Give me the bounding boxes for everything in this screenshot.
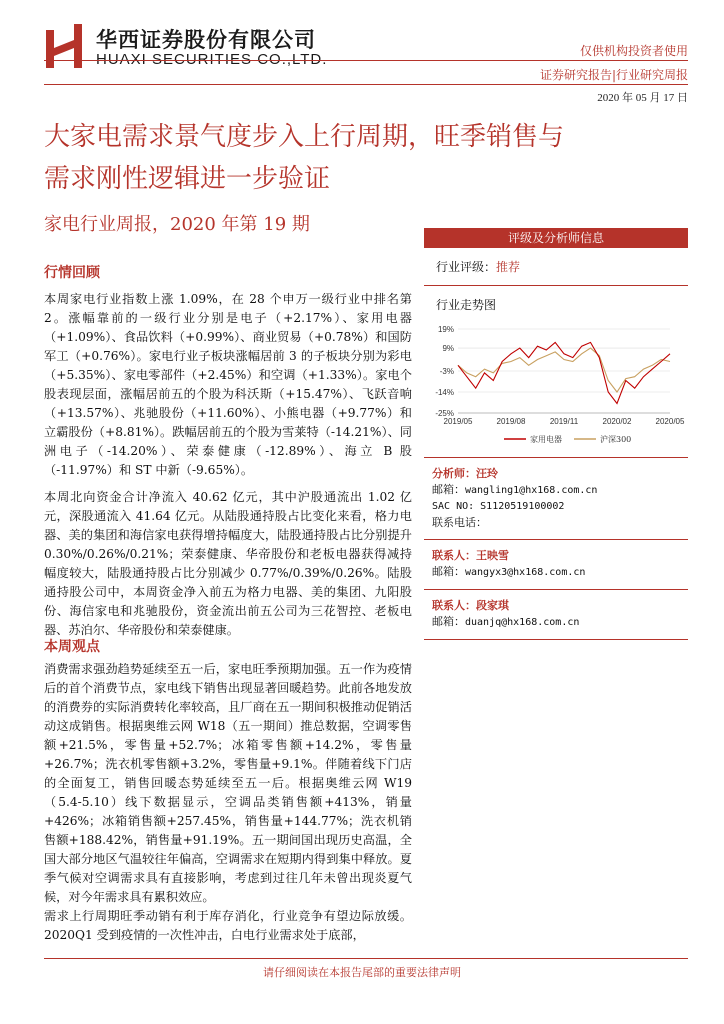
header-divider xyxy=(44,60,688,61)
panel-divider-5 xyxy=(424,639,688,640)
analyst-sac: SAC NO: S1120519100002 xyxy=(432,501,565,512)
market-paragraph-2: 本周北向资金合计净流入 40.62 亿元，其中沪股通流出 1.02 亿元，深股通流入 41.64 亿元。从陆股通持股占比变化来看，格力电器、美的集团和海信家电获得增持幅度大，陆股通持股占比分别提升 0.30%/0.26%/0.21%；荣泰健康、华帝股份和老板电器获得减持幅度较大，陆股通持股占比分别减少 0.77%/0.39%/0.26%。陆股通持股公司中，本周资金净入前五为格力电器、美的集团、九阳股份、海信家电和兆驰股份，资金流出前五公司为三花智控、老板电器、苏泊尔、华帝股份和荣泰健康。 xyxy=(44,490,412,637)
x-tick-label: 2020/02 xyxy=(602,417,632,426)
left-column xyxy=(44,262,412,640)
contact-role: 联系人： xyxy=(432,599,476,612)
analyst-phone: 联系电话： xyxy=(432,516,487,529)
report-type: 证券研究报告|行业研究周报 xyxy=(539,68,688,82)
footer-divider xyxy=(44,958,688,959)
analyst-role: 分析师： xyxy=(432,467,476,480)
email-label: 邮箱： xyxy=(432,565,465,578)
report-subtitle: 家电行业周报，2020 年第 19 期 xyxy=(44,214,310,235)
legend-label: 沪深300 xyxy=(600,435,632,444)
series-line-csi300 xyxy=(458,348,670,392)
email-label: 邮箱： xyxy=(432,483,465,496)
company-name-cn: 华西证券股份有限公司 xyxy=(96,28,316,52)
y-tick-label: -14% xyxy=(435,388,454,397)
market-paragraph-1: 本周家电行业指数上涨 1.09%，在 28 个申万一级行业中排名第 2。涨幅靠前的一级行业分别是电子（+2.17%）、家用电器（+1.09%）、食品饮料（+0.99%）、商业贸易（+0.78%）和国防军工（+0.76%）。家电行业子板块涨幅居前 3 的子板块分别为彩电（+5.35%）、家电零部件（+2.45%）和空调（+1.33%）。家电个股表现层面，涨幅居前五的个股为科沃斯（+15.47%）、飞跃音响（+13.57%）、兆驰股份（+11.60%）、小熊电器（+9.77%）和立霸股份（+8.81%）。跌幅居前五的个股为雪莱特（-14.21%）、同洲电子（-14.20%）、荣泰健康（-12.89%）、海立 B 股（-11.97%）和 ST 中新（-9.65%）。 xyxy=(44,292,412,477)
y-tick-label: 19% xyxy=(437,325,454,334)
views-paragraph-2: 需求上行周期旺季动销有利于库存消化，行业竞争有望边际放缓。2020Q1 受到疫情的一次性冲击，白电行业需求处于底部， xyxy=(44,909,412,942)
rating-panel xyxy=(424,228,688,640)
x-tick-label: 2019/08 xyxy=(496,417,526,426)
analyst-email[interactable]: wangling1@hx168.com.cn xyxy=(465,485,598,496)
x-tick-label: 2020/05 xyxy=(655,417,685,426)
industry-rating xyxy=(424,248,688,275)
trend-chart xyxy=(424,321,688,451)
rating-label: 行业评级： xyxy=(436,260,497,274)
x-tick-label: 2019/11 xyxy=(549,417,579,426)
chart-series xyxy=(458,342,670,403)
report-title xyxy=(44,116,694,200)
chart-legend xyxy=(504,434,631,444)
contact-role: 联系人： xyxy=(432,549,476,562)
contact-email[interactable]: wangyx3@hx168.com.cn xyxy=(465,567,586,578)
chart-title: 行业走势图 xyxy=(436,298,497,312)
email-label: 邮箱： xyxy=(432,615,465,628)
company-name-en: HUAXI SECURITIES CO.,LTD. xyxy=(96,51,328,68)
legal-notice[interactable]: 请仔细阅读在本报告尾部的重要法律声明 xyxy=(263,966,461,979)
series-line-home-appliance xyxy=(458,342,670,403)
y-tick-label: -25% xyxy=(435,409,454,418)
views-paragraph-1: 消费需求强劲趋势延续至五一后，家电旺季预期加强。五一作为疫情后的首个消费节点，家电线下销售出现显著回暖趋势。此前各地发放的消费券的实际消费转化率较高，且厂商在五一期间积极推动促销活动这成销售。根据奥维云网 W18（五一期间）推总数据，空调零售额+21.5%，零售量+52.7%；冰箱零售额+14.2%，零售量+26.7%；洗衣机零售额+3.2%，零售量+9.1%。伴随着线下门店的全面复工，销售回暖态势延续至五一后。根据奥维云网 W19（5.4-5.10）线下数据显示，空调品类销售额+413%，销量+426%；冰箱销售额+257.45%，销售量+144.77%；洗衣机销售额+188.42%，销售量+91.19%。五一期间国出现历史高温，全国大部分地区气温较往年偏高，空调需求在短期内得到集中释放。夏季气候对空调需求具有直接影响，考虑到过往几年未曾出现炎夏气候，对今年需求具有累积效应。 xyxy=(44,662,412,904)
report-date: 2020 年 05 月 17 日 xyxy=(597,92,688,104)
legend-label: 家用电器 xyxy=(530,435,562,444)
contact-block-1 xyxy=(424,540,688,581)
section-heading-market: 行情回顾 xyxy=(44,265,100,281)
y-tick-label: -3% xyxy=(439,367,454,376)
y-tick-label: 9% xyxy=(442,344,454,354)
rating-value: 推荐 xyxy=(496,260,521,274)
chart-y-ticks xyxy=(435,325,454,418)
contact-block-2 xyxy=(424,590,688,631)
panel-header: 评级及分析师信息 xyxy=(424,228,688,248)
contact-name: 段家琪 xyxy=(476,599,509,612)
title-line-1: 大家电需求景气度步入上行周期，旺季销售与 xyxy=(44,122,565,152)
chart-x-ticks xyxy=(444,417,685,426)
contact-email[interactable]: duanjq@hx168.com.cn xyxy=(465,617,580,628)
left-column-views xyxy=(44,636,412,945)
company-logo xyxy=(44,22,86,70)
x-tick-label: 2019/05 xyxy=(443,417,473,426)
section-heading-views: 本周观点 xyxy=(44,639,100,655)
contact-name: 王映雪 xyxy=(476,549,509,562)
header-divider-2 xyxy=(44,84,688,85)
title-line-2: 需求刚性逻辑进一步验证 xyxy=(44,164,331,194)
analyst-block-1 xyxy=(424,458,688,531)
audience-note: 仅供机构投资者使用 xyxy=(579,44,688,58)
analyst-name: 汪玲 xyxy=(476,467,498,480)
